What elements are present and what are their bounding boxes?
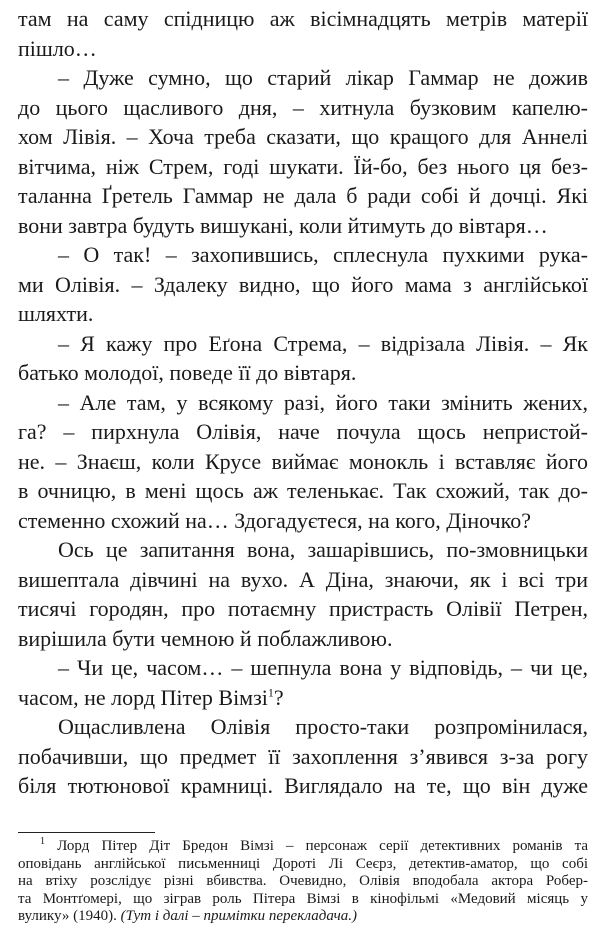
text-line [18,388,588,418]
line-text: Ощасливлена Олівія просто-таки розпромінилася, [58,714,588,739]
line-text: – Чи це, часом… – шепнула вона у відповідь, – чи це, [58,655,588,680]
main-text [18,4,588,801]
line-text: батько молодої, поведе її до вівтаря. [18,360,357,385]
text-line [18,270,588,300]
text-line [18,683,588,713]
line-text: га? – пирхнула Олівія, наче почула щось непристой- [18,419,588,444]
text-line [18,653,588,683]
footnote-line [18,856,588,874]
line-text: хом Лівія. – Хоча треба сказати, що кращого для Аннелі [18,124,588,149]
text-line [18,122,588,152]
footnote-ref: 1 [267,685,274,700]
footnote-line [18,838,588,856]
footnote-divider [18,832,155,833]
line-text: часом, не лорд Пітер Вімзі [18,684,268,710]
footnotes [18,838,588,926]
text-line [18,329,588,359]
line-text: там на саму спідницю аж вісімнадцять метрів матерії [18,6,588,31]
text-line [18,771,588,801]
line-text: до цього щасливого дня, – хитнула бузковим капелю- [18,94,588,120]
line-text: вони завтра будуть вишукані, коли йтимуть до вівтаря… [18,212,548,238]
line-text: – Але там, у всякому разі, його таки змінить жених, [58,389,588,415]
text-line [18,742,588,772]
line-text: оповідань англійської письменниці Дороті Лі Сеєрз, детектив-аматор, що собі [18,855,588,872]
text-line [18,476,588,506]
line-text: шляхти. [18,301,94,326]
line-text: ми Олівія. – Здалеку видно, що його мама з англійської [18,271,588,297]
line-text: вітчима, ніж Стрем, годі шукати. Їй-бо, без нього ця без- [18,153,588,179]
line-text: та Монтґомері, що зіграв роль Пітера Вімзі в кінофільмі «Медовий місяць у [18,890,588,907]
text-line [18,594,588,624]
text-line [18,447,588,477]
text-line [18,506,588,536]
line-text: таланна Ґретель Гаммар не дала б ради собі й дочці. Які [18,183,588,208]
line-text: вулику» (1940). [18,908,121,924]
line-text: в очницю, в мені щось аж теленькає. Так схожий, так до- [18,478,588,503]
text-line [18,358,588,388]
line-text: пішло… [18,35,97,61]
line-text: вирішила бути чемною й поблажливою. [18,625,393,651]
line-text: не. – Знаєш, коли Крусе виймає монокль і вставляє його [18,448,588,474]
line-text: побачивши, що предмет її захоплення з’явився з-за рогу [18,743,588,769]
text-line [18,93,588,123]
line-text: – Я кажу про Еґона Стрема, – відрізала Лівія. – Як [58,330,588,356]
line-text: на втіху розслідує різні вбивства. Очевидно, Олівія вподобала актора Робер- [18,873,588,889]
line-text: Лорд Пітер Діт Бредон Вімзі – персонаж серії детективних романів та [45,838,588,854]
text-line [18,34,588,64]
text-line [18,211,588,241]
text-line [18,63,588,93]
text-line [18,4,588,34]
line-text: вишептала дівчині на вухо. А Діна, знаючи, як і всі три [18,566,588,592]
line-text: тисячі городян, про потаємну пристрасть Олівії Петрен, [18,596,588,621]
text-line [18,712,588,742]
text-line [18,565,588,595]
text-line [18,535,588,565]
line-text: стеменно схожий на… Здогадуєтеся, на кого, Діночко? [18,507,531,533]
text-line [18,299,588,329]
translator-note: (Тут і далі – примітки перекладача.) [120,908,358,924]
text-line [18,240,588,270]
footnote-marker: 1 [40,836,45,847]
text-line [18,624,588,654]
text-line [18,152,588,182]
footnote-line [18,891,588,909]
line-text: Ось це запитання вона, зашарівшись, по-змовницьки [58,537,588,562]
line-text: – О так! – захопившись, сплеснула пухкими рука- [58,242,588,267]
footnote-line [18,873,588,891]
text-line [18,417,588,447]
line-text: – Дуже сумно, що старий лікар Гаммар не дожив [58,65,588,90]
line-text: біля тютюнової крамниці. Виглядало на те, що він дуже [18,773,588,798]
text-line [18,181,588,211]
line-text-end: ? [273,684,284,710]
footnote-line [18,908,588,926]
